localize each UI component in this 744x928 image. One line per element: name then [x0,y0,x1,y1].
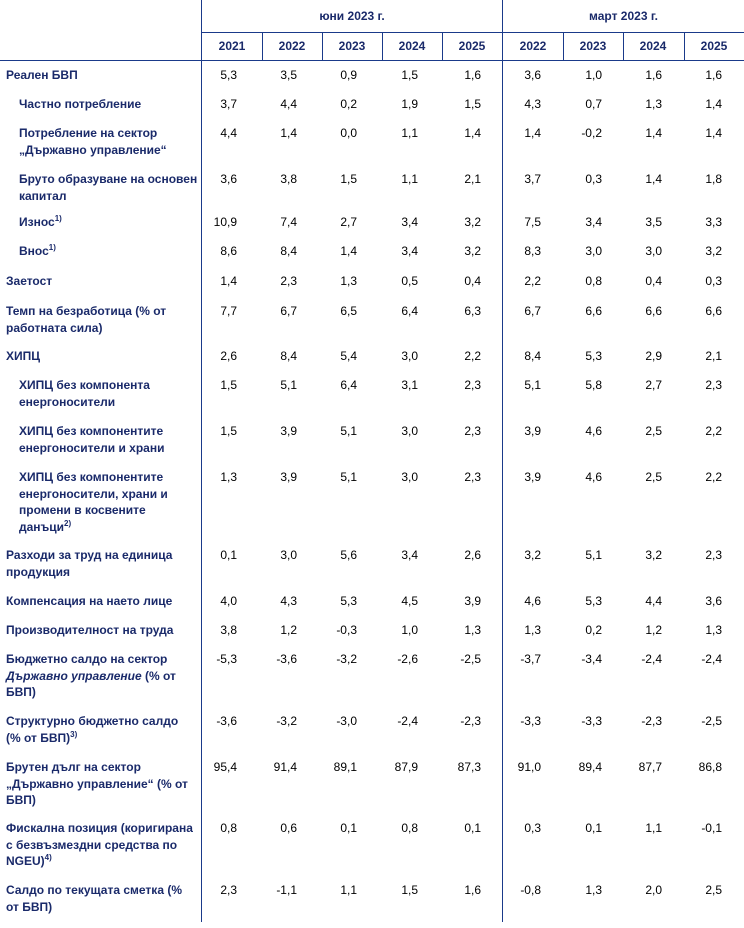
june-value-cell: 5,1 [340,470,357,484]
march-value-cell: 7,5 [524,215,541,229]
june-value-cell: 1,5 [220,378,237,392]
june-value-cell: 2,3 [464,424,481,438]
march-value-cell: 3,3 [705,215,722,229]
june-value-cell: 2,2 [464,349,481,363]
june-value-cell: 2,3 [280,274,297,288]
march-value-cell: -2,4 [701,652,722,666]
march-value-cell: 6,6 [645,304,662,318]
june-value-cell: 1,1 [340,883,357,897]
june-value-cell: 6,4 [401,304,418,318]
march-value-cell: 5,1 [524,378,541,392]
row-label [6,882,196,915]
june-value-cell: -1,1 [276,883,297,897]
june-value-cell: -5,3 [216,652,237,666]
row-label-text: Темп на безработица (% от работната сила) [6,304,167,335]
row-label [19,125,199,158]
june-value-cell: 1,5 [464,97,481,111]
june-value-cell: 3,8 [280,172,297,186]
march-value-cell: 1,4 [645,172,662,186]
june-value-cell: 3,9 [464,594,481,608]
june-year-header: 2023 [338,39,366,53]
march-value-cell: 1,2 [645,623,662,637]
june-value-cell: 2,6 [220,349,237,363]
june-value-cell: -2,5 [460,652,481,666]
june-value-cell: -3,2 [276,714,297,728]
march-year-header: 2024 [639,39,667,53]
june-value-cell: 1,6 [464,68,481,82]
march-value-cell: 2,2 [524,274,541,288]
june-value-cell: 4,4 [220,126,237,140]
row-label-text: Износ [19,215,55,229]
march-value-cell: 0,2 [585,623,602,637]
march-value-cell: 1,0 [585,68,602,82]
march-value-cell: 3,2 [645,548,662,562]
june-value-cell: 8,4 [280,349,297,363]
june-value-cell: 1,6 [464,883,481,897]
june-value-cell: 0,2 [340,97,357,111]
march-value-cell: 5,1 [585,548,602,562]
march-value-cell: 86,8 [698,760,722,774]
march-value-cell: 2,2 [705,424,722,438]
march-value-cell: 1,3 [585,883,602,897]
june-value-cell: 1,1 [401,172,418,186]
march-value-cell: -0,2 [581,126,602,140]
row-label-text: (% от БВП) [6,668,176,699]
june-value-cell: 5,6 [340,548,357,562]
june-value-cell: 0,8 [220,821,237,835]
june-value-cell: 1,3 [464,623,481,637]
march-value-cell: 1,1 [645,821,662,835]
row-label-text: Производителност на труда [6,623,174,637]
march-value-cell: 6,7 [524,304,541,318]
june-value-cell: 5,3 [340,594,357,608]
june-value-cell: 87,9 [394,760,418,774]
march-value-cell: 4,6 [585,470,602,484]
year-column-divider [322,32,323,60]
march-value-cell: 1,6 [645,68,662,82]
june-value-cell: 0,1 [464,821,481,835]
row-label [6,273,196,290]
june-value-cell: 91,4 [273,760,297,774]
june-value-cell: 2,3 [220,883,237,897]
header-bottom-rule [0,60,744,61]
march-value-cell: 4,4 [645,594,662,608]
june-value-cell: 1,9 [401,97,418,111]
june-value-cell: 0,1 [220,548,237,562]
row-label [19,171,199,204]
june-value-cell: 3,2 [464,215,481,229]
june-value-cell: 6,4 [340,378,357,392]
june-value-cell: 3,1 [401,378,418,392]
march-value-cell: 3,5 [645,215,662,229]
june-value-cell: -2,3 [460,714,481,728]
june-value-cell: -3,6 [276,652,297,666]
march-value-cell: 3,7 [524,172,541,186]
row-label-text: Разходи за труд на единица продукция [6,548,173,579]
june-value-cell: 3,0 [401,349,418,363]
june-value-cell: 5,4 [340,349,357,363]
june-value-cell: 3,4 [401,548,418,562]
march-value-cell: -2,5 [701,714,722,728]
march-value-cell: 2,7 [645,378,662,392]
june-value-cell: 3,0 [401,470,418,484]
june-value-cell: 0,9 [340,68,357,82]
march-value-cell: 3,2 [705,244,722,258]
march-value-cell: 3,0 [585,244,602,258]
march-value-cell: 3,6 [524,68,541,82]
march-value-cell: 0,1 [585,821,602,835]
june-value-cell: -3,2 [336,652,357,666]
march-value-cell: 8,4 [524,349,541,363]
row-label [6,820,196,870]
row-label [6,303,196,336]
march-value-cell: 1,4 [705,126,722,140]
row-label-text: Заетост [6,274,53,288]
march-value-cell: 5,3 [585,594,602,608]
row-label [6,547,196,580]
row-label-italic: Държавно управление [6,668,142,683]
row-label [19,423,199,456]
footnote-marker: 2) [64,518,72,528]
june-value-cell: 1,5 [401,883,418,897]
march-value-cell: -0,8 [520,883,541,897]
row-label [6,67,196,84]
row-label [6,651,196,701]
june-value-cell: -0,3 [336,623,357,637]
june-value-cell: 1,0 [401,623,418,637]
year-column-divider [623,32,624,60]
june-value-cell: 10,9 [213,215,237,229]
june-value-cell: 2,3 [464,470,481,484]
march-value-cell: 1,3 [524,623,541,637]
march-value-cell: 1,3 [705,623,722,637]
june-value-cell: 6,3 [464,304,481,318]
row-label-text: Структурно бюджетно салдо (% от БВП) [6,714,179,745]
march-value-cell: 2,3 [705,378,722,392]
march-value-cell: 5,8 [585,378,602,392]
june-value-cell: 2,7 [340,215,357,229]
march-value-cell: 0,3 [705,274,722,288]
june-value-cell: 0,8 [401,821,418,835]
row-label-text: Бюджетно салдо на сектор [6,652,168,666]
march-value-cell: 3,9 [524,424,541,438]
march-value-cell: 2,1 [705,349,722,363]
june-value-cell: 3,4 [401,244,418,258]
march-value-cell: 1,8 [705,172,722,186]
row-label-text: Компенсация на наето лице [6,594,173,608]
march-value-cell: 4,3 [524,97,541,111]
row-label [6,348,196,365]
march-value-cell: 89,4 [578,760,602,774]
row-label-text: Салдо по текущата сметка (% от БВП) [6,883,182,914]
june-value-cell: 0,4 [464,274,481,288]
june-value-cell: 7,4 [280,215,297,229]
march-value-cell: -3,3 [520,714,541,728]
march-value-cell: -3,7 [520,652,541,666]
row-label-text: Реален БВП [6,68,78,82]
june-value-cell: 3,4 [401,215,418,229]
march-value-cell: 0,3 [585,172,602,186]
march-value-cell: 2,2 [705,470,722,484]
march-value-cell: 1,3 [645,97,662,111]
march-value-cell: 2,5 [705,883,722,897]
march-value-cell: 2,9 [645,349,662,363]
row-label [19,214,199,231]
june-value-cell: 7,7 [220,304,237,318]
row-label-text: ХИПЦ без компонентите енергоносители и храни [19,424,165,455]
june-value-cell: -2,6 [397,652,418,666]
june-value-cell: 87,3 [457,760,481,774]
june-value-cell: 1,4 [464,126,481,140]
row-label [19,469,199,535]
june-value-cell: 5,3 [220,68,237,82]
row-label [6,759,196,809]
june-value-cell: 4,3 [280,594,297,608]
june-value-cell: 3,5 [280,68,297,82]
footnote-marker: 3) [70,729,78,739]
june-value-cell: 1,3 [220,470,237,484]
june-value-cell: 1,5 [220,424,237,438]
row-label-text: ХИПЦ [6,349,41,363]
june-value-cell: 4,0 [220,594,237,608]
june-value-cell: 8,6 [220,244,237,258]
footnote-marker: 4) [44,853,52,862]
march-value-cell: -2,3 [641,714,662,728]
june-value-cell: 1,4 [280,126,297,140]
row-label-text: ХИПЦ без компонентите енергоносители, храни и промени в косвените данъци [19,470,168,534]
march-value-cell: 2,5 [645,470,662,484]
june-value-cell: 0,6 [280,821,297,835]
june-year-header: 2025 [458,39,486,53]
june-value-cell: 1,4 [340,244,357,258]
row-label-text: ХИПЦ без компонента енергоносители [19,378,150,409]
june-value-cell: 6,7 [280,304,297,318]
year-column-divider [442,32,443,60]
row-label [19,96,199,113]
june-value-cell: 8,4 [280,244,297,258]
june-projection-title: юни 2023 г. [319,9,385,23]
june-value-cell: 0,1 [340,821,357,835]
june-value-cell: 5,1 [340,424,357,438]
march-value-cell: 2,0 [645,883,662,897]
march-year-header: 2025 [700,39,728,53]
june-value-cell: 4,5 [401,594,418,608]
june-value-cell: 5,1 [280,378,297,392]
june-year-header: 2024 [398,39,426,53]
june-value-cell: 1,4 [220,274,237,288]
june-value-cell: -3,6 [216,714,237,728]
june-value-cell: 3,6 [220,172,237,186]
footnote-marker: 1) [48,243,56,252]
march-value-cell: 1,4 [645,126,662,140]
june-value-cell: 89,1 [333,760,357,774]
march-value-cell: -0,1 [701,821,722,835]
row-label-text: Бруто образуване на основен капитал [19,172,198,203]
march-value-cell: 2,5 [645,424,662,438]
march-value-cell: 6,6 [705,304,722,318]
march-value-cell: 1,4 [524,126,541,140]
year-column-divider [382,32,383,60]
march-value-cell: 0,3 [524,821,541,835]
june-value-cell: 3,8 [220,623,237,637]
march-value-cell: 3,6 [705,594,722,608]
march-value-cell: 1,6 [705,68,722,82]
june-value-cell: 3,9 [280,470,297,484]
june-value-cell: 1,5 [401,68,418,82]
row-label-text: Брутен дълг на сектор „Държавно управление“ (% от БВП) [6,760,188,807]
row-label-text: Частно потребление [19,97,142,111]
march-value-cell: 6,6 [585,304,602,318]
june-value-cell: -3,0 [336,714,357,728]
march-value-cell: -2,4 [641,652,662,666]
march-value-cell: 1,4 [705,97,722,111]
march-value-cell: -3,3 [581,714,602,728]
march-year-header: 2022 [519,39,547,53]
june-value-cell: 3,0 [280,548,297,562]
row-label-text: Внос [19,244,49,258]
june-value-cell: 3,2 [464,244,481,258]
june-value-cell: 95,4 [213,760,237,774]
march-value-cell: 3,0 [645,244,662,258]
row-label-text: Фискална позиция (коригирана с безвъзмездни средства по NGEU) [6,821,193,868]
march-value-cell: 2,3 [705,548,722,562]
june-value-cell: 1,1 [401,126,418,140]
march-projection-title: март 2023 г. [589,9,658,23]
row-label [19,243,199,260]
march-value-cell: -3,4 [581,652,602,666]
year-column-divider [684,32,685,60]
row-label [6,593,196,610]
june-year-header: 2021 [218,39,246,53]
june-value-cell: 6,5 [340,304,357,318]
march-value-cell: 8,3 [524,244,541,258]
june-value-cell: 1,5 [340,172,357,186]
march-value-cell: 87,7 [638,760,662,774]
march-value-cell: 4,6 [585,424,602,438]
june-value-cell: 3,9 [280,424,297,438]
june-year-header: 2022 [278,39,306,53]
row-label [6,713,196,746]
footnote-marker: 1) [54,214,62,223]
march-value-cell: 0,7 [585,97,602,111]
june-value-cell: 0,5 [401,274,418,288]
row-label [6,622,196,639]
year-column-divider [262,32,263,60]
march-value-cell: 3,2 [524,548,541,562]
year-column-divider [563,32,564,60]
march-value-cell: 3,4 [585,215,602,229]
june-value-cell: 2,1 [464,172,481,186]
june-value-cell: -2,4 [397,714,418,728]
june-value-cell: 2,3 [464,378,481,392]
row-label-text: Потребление на сектор „Държавно управление“ [19,126,167,157]
june-value-cell: 0,0 [340,126,357,140]
march-year-header: 2023 [579,39,607,53]
march-value-cell: 3,9 [524,470,541,484]
row-label [19,377,199,410]
march-value-cell: 91,0 [517,760,541,774]
march-value-cell: 0,4 [645,274,662,288]
march-value-cell: 0,8 [585,274,602,288]
march-value-cell: 5,3 [585,349,602,363]
june-value-cell: 1,2 [280,623,297,637]
june-value-cell: 4,4 [280,97,297,111]
june-value-cell: 3,0 [401,424,418,438]
june-value-cell: 1,3 [340,274,357,288]
june-value-cell: 2,6 [464,548,481,562]
march-value-cell: 4,6 [524,594,541,608]
june-value-cell: 3,7 [220,97,237,111]
